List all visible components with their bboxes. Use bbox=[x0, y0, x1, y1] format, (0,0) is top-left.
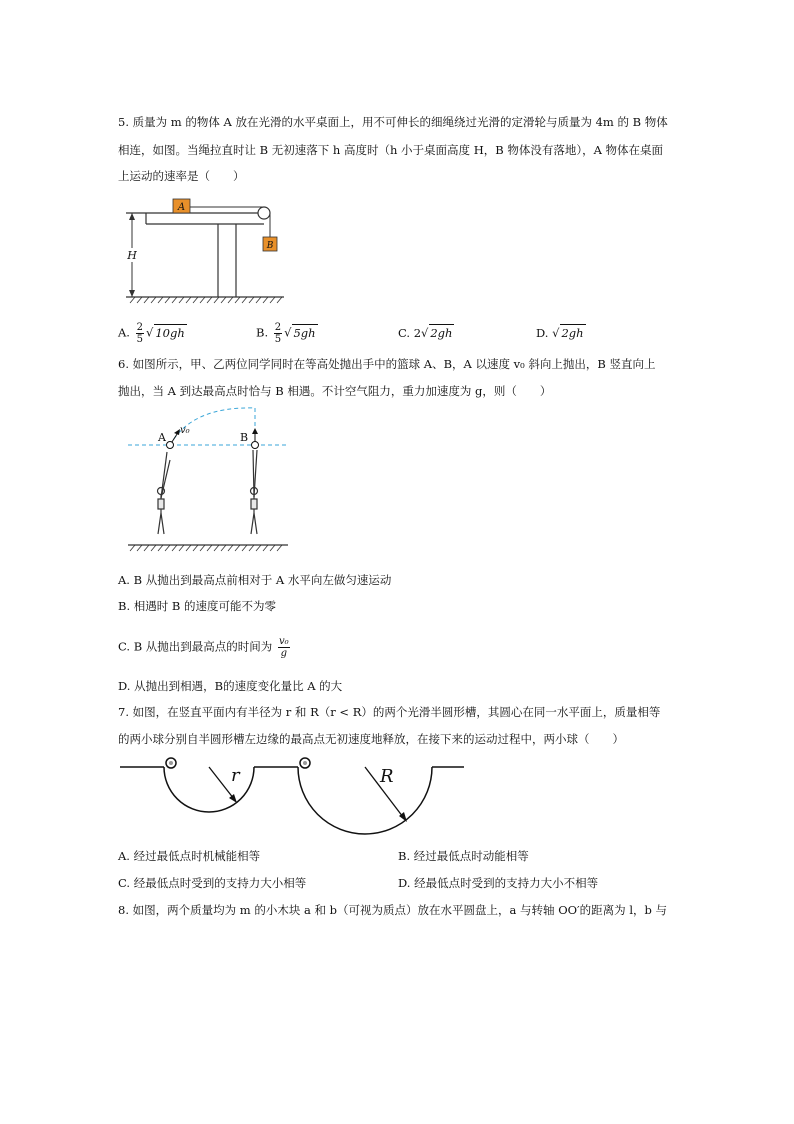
ball-a bbox=[167, 442, 174, 449]
q6-option-a: A. B 从抛出到最高点前相对于 A 水平向左做匀速运动 bbox=[118, 573, 392, 587]
ball-b bbox=[252, 442, 259, 449]
q7-option-d: D. 经最低点时受到的支持力大小不相等 bbox=[398, 876, 599, 890]
q8-stem-line-1: 8. 如图，两个质量均为 m 的小木块 a 和 b（可视为质点）放在水平圆盘上，a 与转轴 OO′的距离为 l，b 与 bbox=[118, 903, 668, 917]
q5-table-pulley-diagram bbox=[118, 193, 288, 305]
q5-stem-line-2: 相连，如图。当绳拉直时让 B 无初速落下 h 高度时（h 小于桌面高度 H，B 物体没有落地），A 物体在桌面 bbox=[118, 143, 664, 157]
q6-basketball-throw-diagram bbox=[118, 400, 298, 555]
label-radius-big-r: R bbox=[380, 766, 394, 787]
label-block-a: A bbox=[177, 202, 186, 213]
q7-option-c: C. 经最低点时受到的支持力大小相等 bbox=[118, 876, 307, 890]
label-height-h: H bbox=[127, 249, 137, 262]
q5-stem-line-3: 上运动的速率是（ ） bbox=[118, 169, 245, 183]
q6-stem-line-1: 6. 如图所示，甲、乙两位同学同时在等高处抛出手中的篮球 A、B，A 以速度 v₀ 斜向上抛出，B 竖直向上 bbox=[118, 357, 656, 371]
label-radius-r: r bbox=[231, 765, 240, 786]
q5-option-b: B. $\frac{2}{5}$ √ 5gh bbox=[256, 322, 316, 345]
q5-option-a: A. $\frac{2}{5}$ √ 10gh bbox=[118, 322, 185, 345]
label-ball-a: A bbox=[158, 431, 166, 444]
q7-option-a: A. 经过最低点时机械能相等 bbox=[118, 849, 261, 863]
q5-stem-line-1: 5. 质量为 m 的物体 A 放在光滑的水平桌面上，用不可伸长的细绳绕过光滑的定滑轮与质量为 4m 的 B 物体 bbox=[118, 115, 668, 129]
q6-option-b: B. 相遇时 B 的速度可能不为零 bbox=[118, 599, 277, 613]
q6-option-c: C. B 从抛出到最高点的时间为 $\frac{\text{v₀}}{g}$ bbox=[118, 636, 289, 659]
q5-option-c: C. 2√ 2gh bbox=[398, 326, 453, 340]
person-b-icon bbox=[251, 450, 258, 534]
q7-semicircle-grooves-diagram bbox=[118, 755, 468, 845]
q5-option-d: D. √ 2gh bbox=[536, 326, 584, 340]
small-groove bbox=[164, 767, 254, 812]
q7-stem-line-2: 的两小球分别自半圆形槽左边缘的最高点无初速度地释放，在接下来的运动过程中，两小球（ ） bbox=[118, 732, 624, 746]
label-block-b: B bbox=[266, 241, 274, 251]
person-a-icon bbox=[158, 452, 171, 534]
q7-option-b: B. 经过最低点时动能相等 bbox=[398, 849, 529, 863]
label-ball-b: B bbox=[240, 431, 249, 444]
q7-stem-line-1: 7. 如图，在竖直平面内有半径为 r 和 R（r < R）的两个光滑半圆形槽，其圆心在同一水平面上，质量相等 bbox=[118, 705, 661, 719]
q6-option-d: D. 从抛出到相遇，B的速度变化量比 A 的大 bbox=[118, 679, 343, 693]
q6-stem-line-2: 抛出，当 A 到达最高点时恰与 B 相遇。不计空气阻力，重力加速度为 g，则（ ） bbox=[118, 384, 552, 398]
pulley-icon bbox=[258, 207, 270, 219]
large-groove bbox=[298, 767, 432, 834]
label-v0: v₀ bbox=[180, 425, 190, 436]
